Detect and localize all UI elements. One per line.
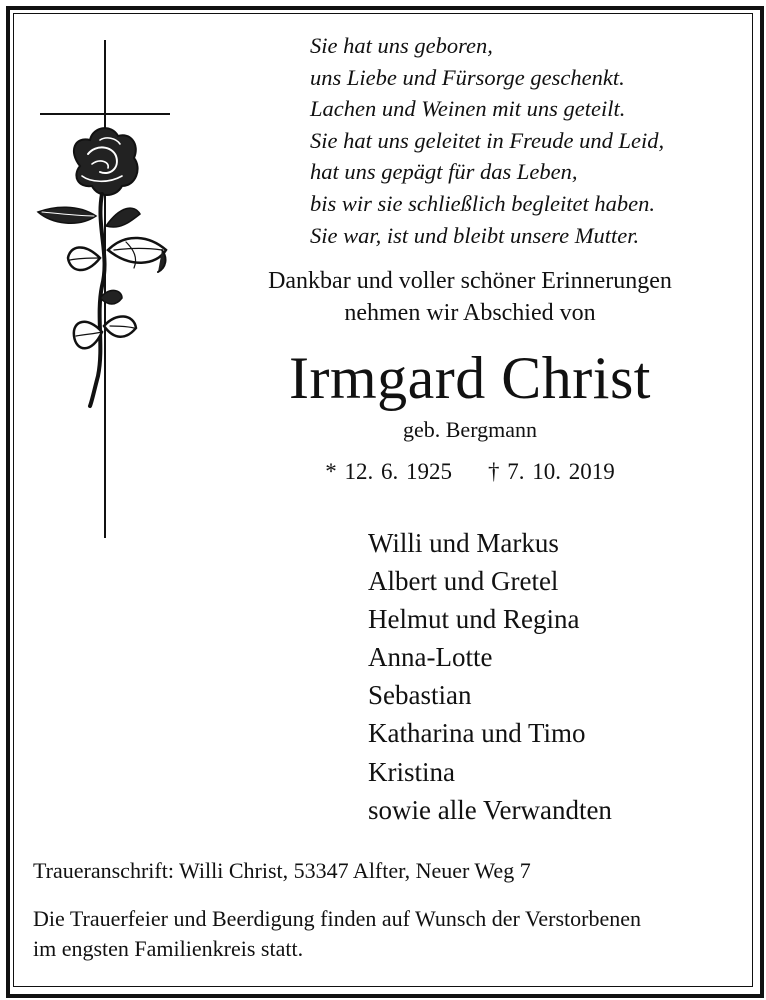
mourner-entry: Sebastian <box>368 680 472 711</box>
mourner-entry: Kristina <box>368 756 455 787</box>
mourner-entry: Helmut und Regina <box>368 604 580 635</box>
death-date: † 7. 10. 2019 <box>488 459 615 484</box>
cross-rose-illustration <box>30 36 180 546</box>
life-dates <box>190 457 750 487</box>
poem-line: bis wir sie schließlich begleitet haben. <box>310 190 655 216</box>
poem-line: Sie hat uns geboren, <box>310 33 493 58</box>
poem-line: hat uns gepägt für das Leben, <box>310 159 578 185</box>
poem-line: Sie hat uns geleitet in Freude und Leid, <box>310 127 665 153</box>
memorial-poem <box>310 30 750 251</box>
mourner-entry: Anna-Lotte <box>368 642 493 673</box>
maiden-name: geb. Bergmann <box>402 417 537 442</box>
mourning-address: Traueranschrift: Willi Christ, 53347 Alfter, Neuer Weg 7 <box>33 858 531 883</box>
mourner-entry: sowie alle Verwandten <box>368 794 612 825</box>
rose-icon <box>38 128 166 406</box>
intro-line: nehmen wir Abschied von <box>344 300 596 326</box>
mourner-entry: Albert und Gretel <box>368 566 559 597</box>
mourner-entry: Katharina und Timo <box>368 718 586 749</box>
notice-line: Die Trauerfeier und Beerdigung finden auf Wunsch der Verstorbenen <box>33 906 642 931</box>
mourners-list <box>368 524 612 829</box>
cross-icon <box>40 40 170 538</box>
notice-line: im engsten Familienkreis statt. <box>33 936 304 961</box>
poem-line: Sie war, ist und bleibt unsere Mutter. <box>310 222 640 248</box>
birth-date: * 12. 6. 1925 <box>325 459 452 484</box>
intro-line: Dankbar und voller schöner Erinnerungen <box>268 268 672 294</box>
poem-line: uns Liebe und Fürsorge geschenkt. <box>310 64 625 90</box>
funeral-notice <box>33 904 733 964</box>
poem-line: Lachen und Weinen mit uns geteilt. <box>310 96 626 122</box>
mourner-entry: Willi und Markus <box>368 528 559 558</box>
farewell-intro <box>190 265 750 329</box>
deceased-name: Irmgard Christ <box>289 345 651 411</box>
